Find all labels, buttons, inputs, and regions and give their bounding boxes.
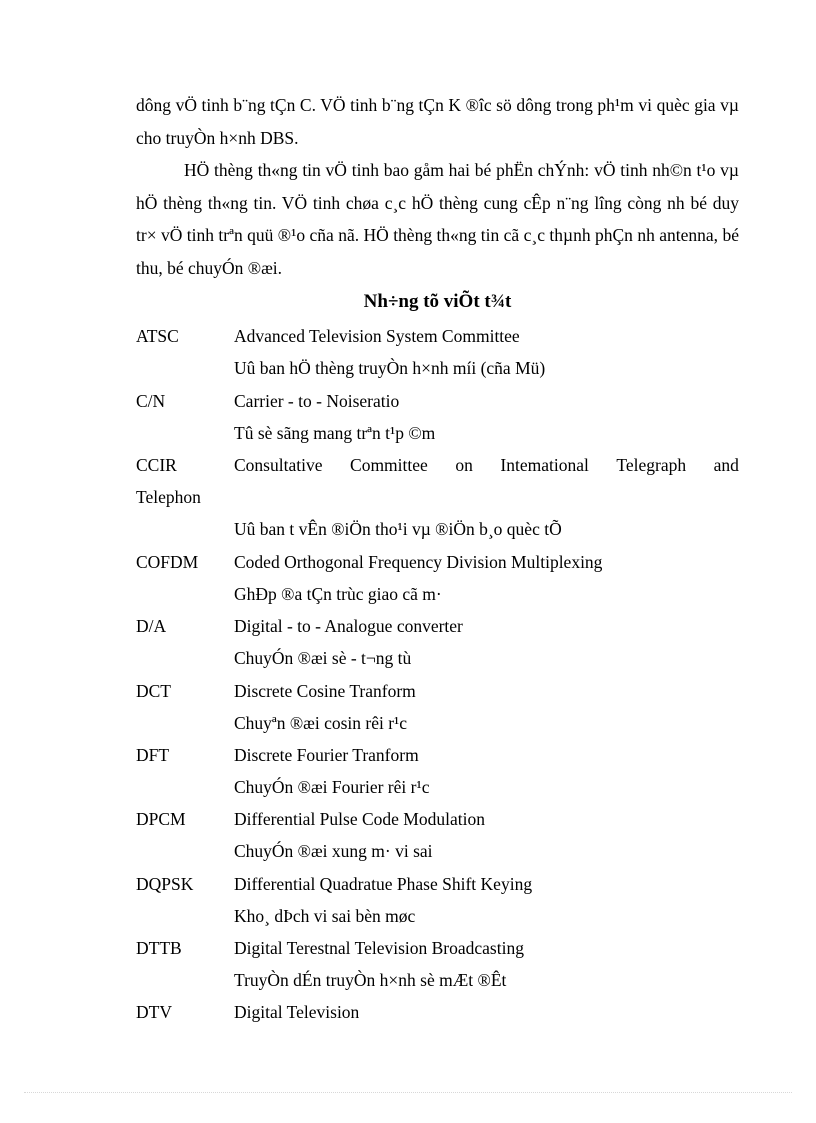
abbr-term: Digital Terestnal Television Broadcasting xyxy=(234,938,524,958)
abbr-term-word: Intemational xyxy=(500,455,589,475)
abbr-translation-row xyxy=(136,771,739,803)
abbr-translation-row xyxy=(136,964,739,996)
abbr-translation: Uû ban hÖ thèng truyÒn h×nh míi (cña Mü) xyxy=(234,358,546,378)
abbr-translation: ChuyÓn ®æi sè - t¬ng tù xyxy=(234,648,412,668)
abbr-term: Discrete Fourier Tranform xyxy=(234,745,419,765)
abbr-term: Digital - to - Analogue converter xyxy=(234,616,463,636)
abbr-row xyxy=(136,739,739,771)
abbr-code: DTTB xyxy=(136,938,182,958)
abbr-term: Differential Quadratue Phase Shift Keying xyxy=(234,874,533,894)
abbr-translation: Chuyªn ®æi cosin rêi r¹c xyxy=(234,713,408,733)
abbr-code: DPCM xyxy=(136,809,186,829)
abbr-term-word: on xyxy=(455,455,473,475)
abbr-translation-row xyxy=(136,707,739,739)
abbr-translation-row xyxy=(136,900,739,932)
abbr-row xyxy=(136,932,739,964)
abbr-term-word: Committee xyxy=(350,455,428,475)
abbr-term: Differential Pulse Code Modulation xyxy=(234,809,485,829)
abbr-code: COFDM xyxy=(136,552,199,572)
abbr-term: Advanced Television System Committee xyxy=(234,326,520,346)
abbr-translation: GhÐp ®a tÇn trùc giao cã m· xyxy=(234,584,442,604)
abbr-code: ATSC xyxy=(136,326,179,346)
page-bottom-divider xyxy=(24,1092,792,1093)
abbr-row xyxy=(136,546,739,578)
abbr-term-word: and xyxy=(713,455,739,475)
abbr-translation: TruyÒn dÉn truyÒn h×nh sè mÆt ®Êt xyxy=(234,970,507,990)
abbr-row xyxy=(136,803,739,835)
abbr-row xyxy=(136,610,739,642)
abbr-code: CCIR xyxy=(136,455,177,475)
abbr-term: Carrier - to - Noiseratio xyxy=(234,391,400,411)
abbr-term-word: Telegraph xyxy=(616,455,687,475)
abbr-translation-row xyxy=(136,352,739,384)
abbr-code: DQPSK xyxy=(136,874,194,894)
abbr-row xyxy=(136,868,739,900)
intro-paragraph-2: HÖ thèng th«ng tin vÖ tinh bao gåm hai bé phËn chÝnh: vÖ tinh nh©n t¹o vµ hÖ thèng th«ng tin. VÖ tinh chøa c¸c hÖ thèng cung cÊp n¨ng lîng còng nh bé duy tr× vÖ tinh trªn quü ®¹o cña nã. HÖ thèng th«ng tin cã c¸c thµnh phÇn nh antenna, bé thu, bé chuyÓn ®æi. xyxy=(136,160,739,278)
abbr-translation: ChuyÓn ®æi xung m· vi sai xyxy=(234,841,433,861)
abbr-code: DCT xyxy=(136,681,171,701)
abbr-row xyxy=(136,320,739,352)
abbr-translation-row xyxy=(136,513,739,545)
abbr-row xyxy=(136,996,739,1028)
abbr-translation-row xyxy=(136,642,739,674)
abbr-translation: Tû sè sãng mang trªn t¹p ©m xyxy=(234,423,436,443)
abbr-code: D/A xyxy=(136,616,167,636)
abbr-term: Discrete Cosine Tranform xyxy=(234,681,416,701)
abbr-term-continuation: Telephon xyxy=(136,487,201,507)
abbr-translation-row xyxy=(136,578,739,610)
abbr-code: C/N xyxy=(136,391,166,411)
abbr-row xyxy=(136,675,739,707)
abbr-term-word: Consultative xyxy=(234,455,323,475)
abbreviations-heading: Nh÷ng tõ viÕt t¾t xyxy=(363,291,512,312)
abbr-term: Coded Orthogonal Frequency Division Multiplexing xyxy=(234,552,603,572)
intro-paragraph-1: dông vÖ tinh b¨ng tÇn C. VÖ tinh b¨ng tÇn K ®îc sö dông trong ph¹m vi quèc gia vµ cho truyÒn h×nh DBS. xyxy=(136,95,739,148)
abbr-term: Digital Television xyxy=(234,1002,360,1022)
abbr-row xyxy=(136,385,739,417)
abbr-translation: Uû ban t vÊn ®iÖn tho¹i vµ ®iÖn b¸o quèc tÕ xyxy=(234,519,562,539)
abbr-term xyxy=(234,449,739,481)
abbr-code: DTV xyxy=(136,1002,172,1022)
abbr-translation-row xyxy=(136,835,739,867)
abbr-code: DFT xyxy=(136,745,170,765)
abbr-translation-row xyxy=(136,417,739,449)
abbr-translation: Kho¸ dÞch vi sai bèn møc xyxy=(234,906,416,926)
abbr-translation: ChuyÓn ®æi Fourier rêi r¹c xyxy=(234,777,430,797)
